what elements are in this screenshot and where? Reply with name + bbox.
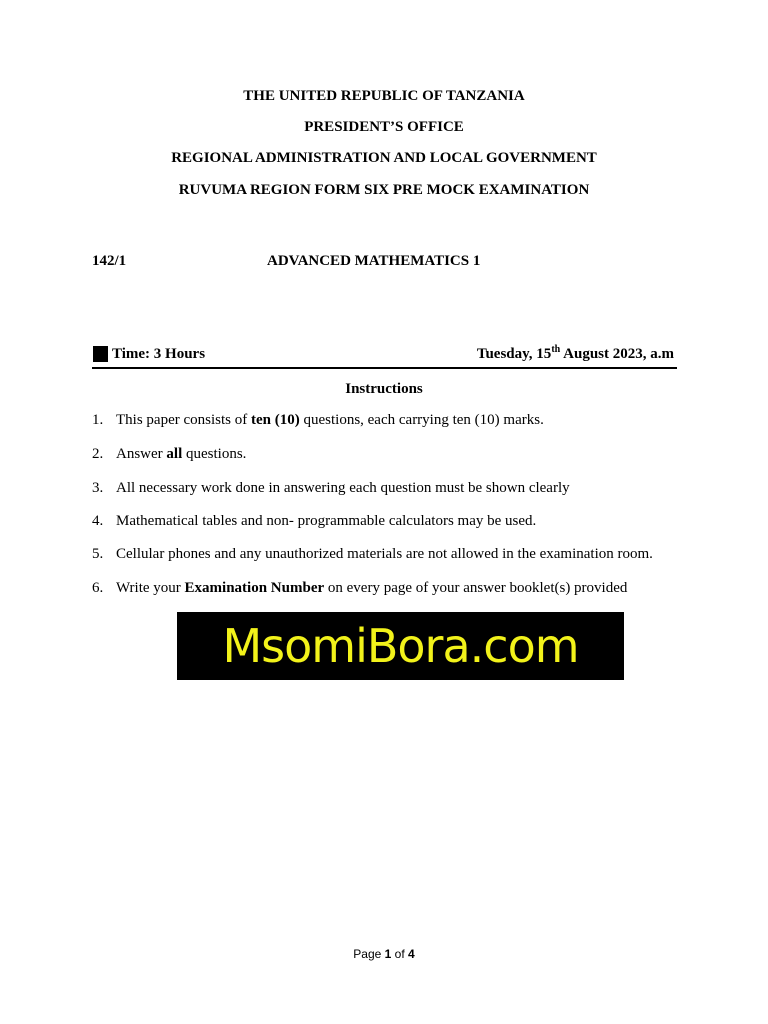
instructions-title: Instructions <box>345 381 423 397</box>
exam-date: Tuesday, 15th August 2023, a.m <box>476 344 674 362</box>
instruction-item: 2. Answer all questions. <box>92 446 247 462</box>
instruction-item: 5. Cellular phones and any unauthorized materials are not allowed in the examination room. <box>92 546 653 562</box>
time-allowed: Time: 3 Hours <box>112 346 206 362</box>
instruction-item: 3. All necessary work done in answering each question must be shown clearly <box>92 480 570 496</box>
header-exam-title: RUVUMA REGION FORM SIX PRE MOCK EXAMINATION <box>178 182 590 198</box>
header-office: PRESIDENT’S OFFICE <box>304 119 464 135</box>
instruction-item: 1. This paper consists of ten (10) questions, each carrying ten (10) marks. <box>92 412 544 428</box>
paper-code: 142/1 <box>92 253 127 269</box>
page-footer: Page 1 of 4 <box>353 947 415 961</box>
header-divider <box>92 367 677 369</box>
paper-subject: ADVANCED MATHEMATICS 1 <box>267 253 481 269</box>
instruction-item: 6. Write your Examination Number on every page of your answer booklet(s) provided <box>92 580 628 596</box>
black-square-marker <box>93 346 108 362</box>
header-ministry: REGIONAL ADMINISTRATION AND LOCAL GOVERNMENT <box>171 150 597 166</box>
header-country: THE UNITED REPUBLIC OF TANZANIA <box>243 88 525 104</box>
msomibora-logo: MsomiBora.com <box>177 612 624 680</box>
instruction-item: 4. Mathematical tables and non- programmable calculators may be used. <box>92 513 537 529</box>
